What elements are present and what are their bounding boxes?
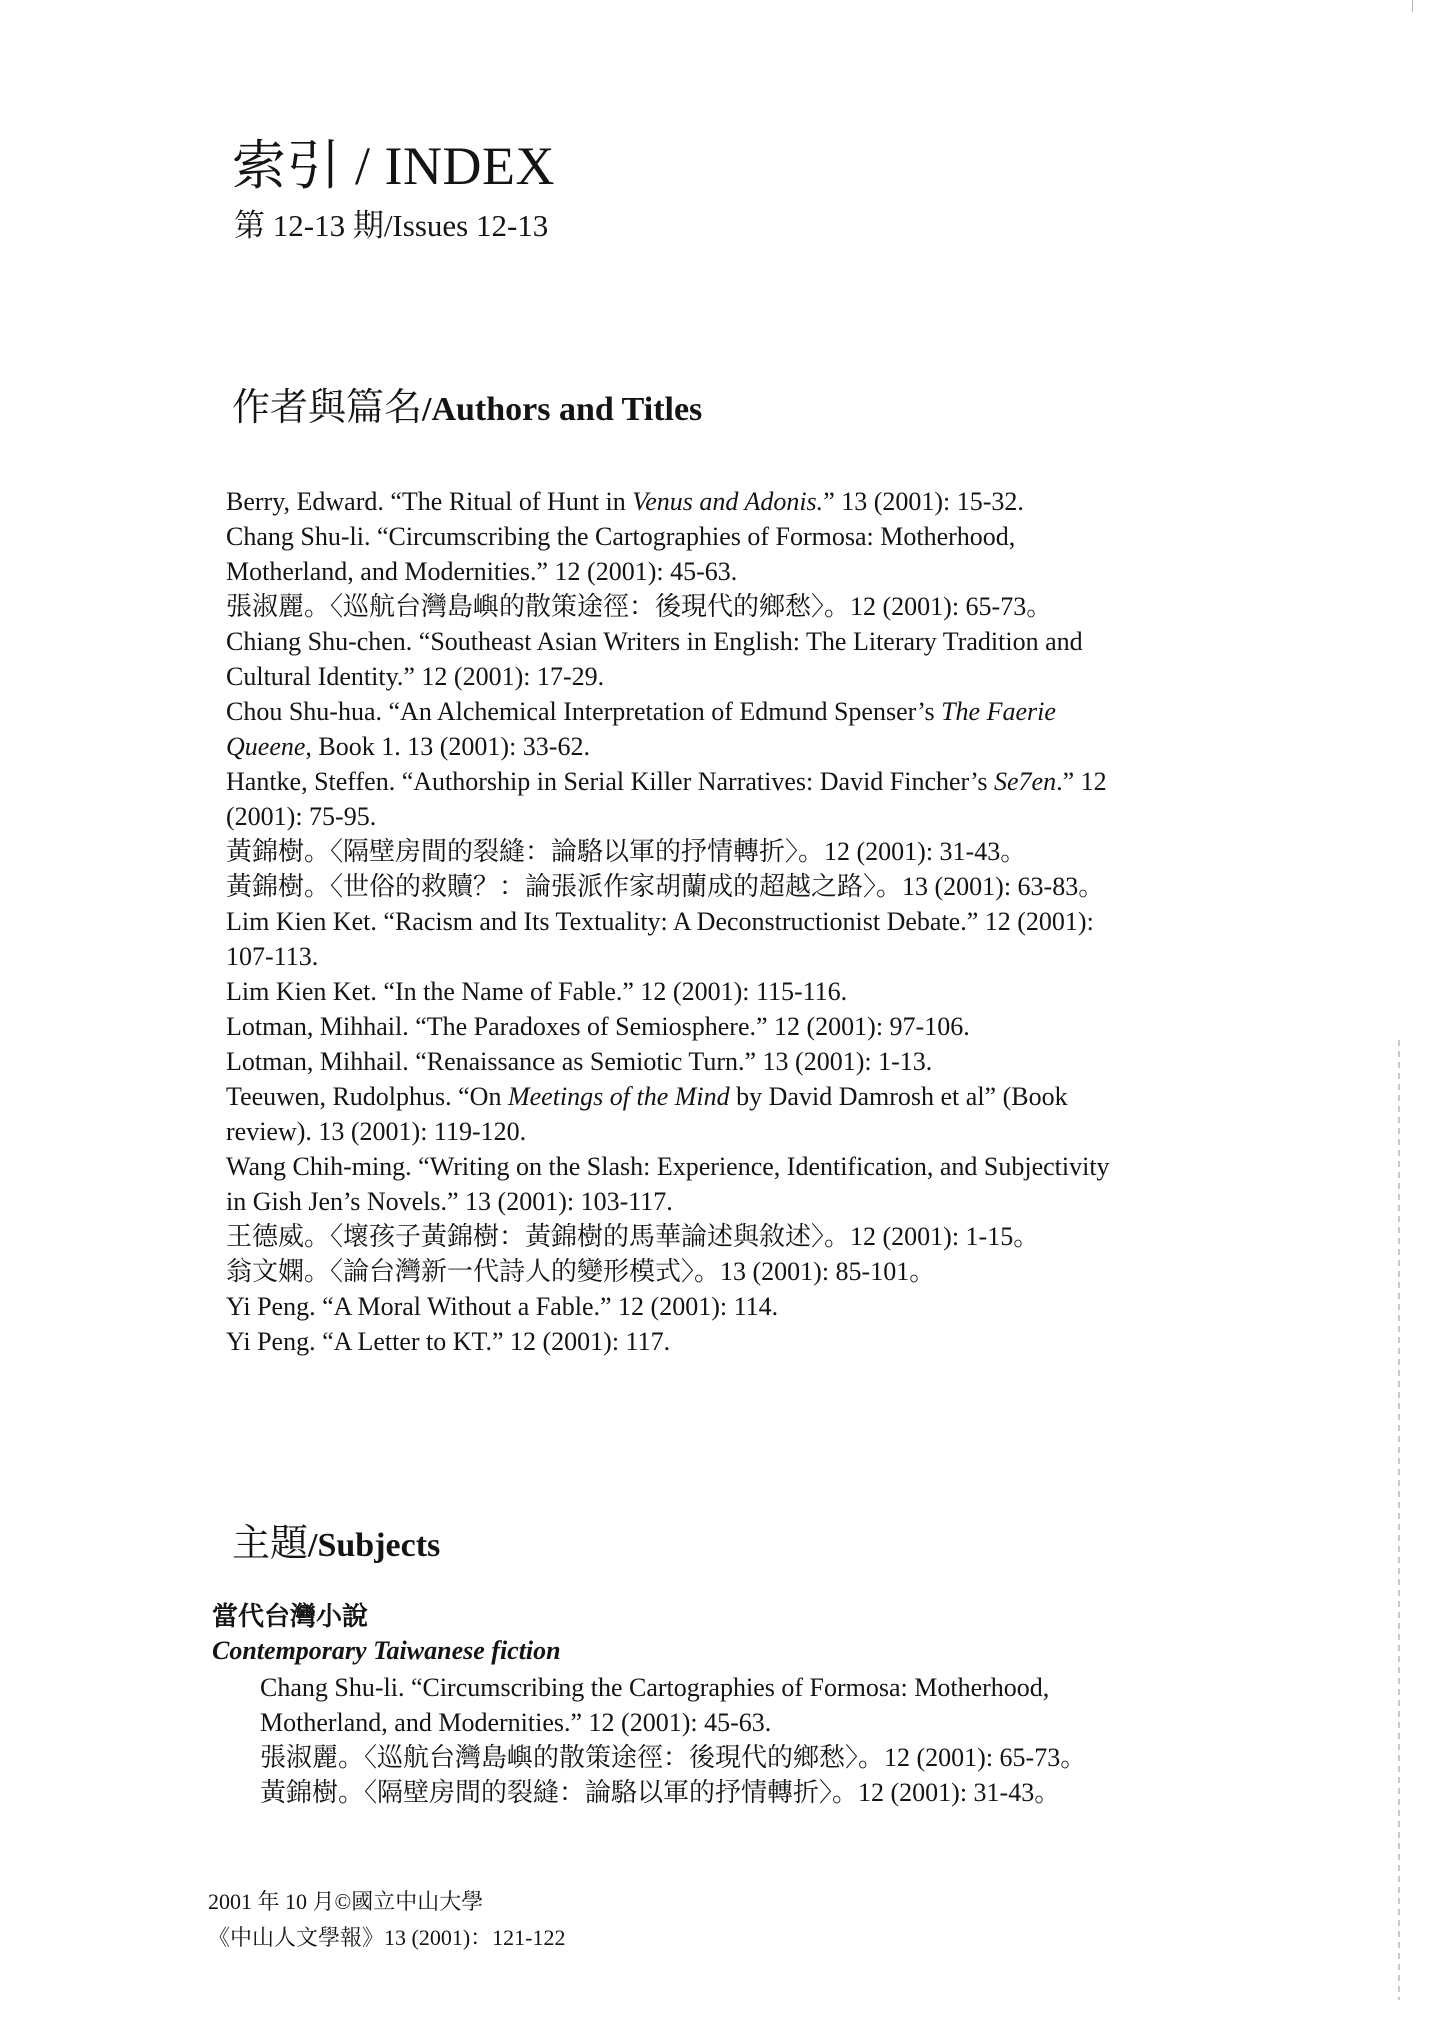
- entry-text-end: by David Damrosh et al” (Book: [729, 1082, 1068, 1111]
- index-entry: [226, 1219, 1226, 1254]
- entry-continuation: [226, 939, 1226, 974]
- entry-text: Lim Kien Ket. “Racism and Its Textuality: A Deconstructionist Debate.” 12 (2001):: [226, 907, 1094, 936]
- index-entry: [226, 1149, 1226, 1219]
- entry-continuation-text: (2001): 75-95.: [226, 802, 377, 831]
- entry-text: Chiang Shu-chen. “Southeast Asian Writers in English: The Literary Tradition and: [226, 627, 1083, 656]
- index-entry: [226, 904, 1226, 974]
- entry-continuation-text: review). 13 (2001): 119-120.: [226, 1117, 527, 1146]
- entry-text: Teeuwen, Rudolphus. “On: [226, 1082, 508, 1111]
- authors-section-heading: [232, 386, 702, 432]
- entry-text: 王德威。〈壞孩子黃錦樹：黃錦樹的馬華論述與敘述〉。12 (2001): 1-15。: [226, 1222, 1040, 1251]
- index-entry: [226, 589, 1226, 624]
- scan-mark: [1412, 0, 1413, 12]
- page-title: 索引 / INDEX: [232, 136, 555, 196]
- subject-group: [212, 1600, 1232, 1810]
- index-entry: [226, 834, 1226, 869]
- entry-continuation-text: Motherland, and Modernities.” 12 (2001): 45-63.: [226, 557, 738, 586]
- entry-continuation: [226, 799, 1226, 834]
- subject-label-en: Contemporary Taiwanese fiction: [212, 1636, 561, 1665]
- entry-continuation: [226, 554, 1226, 589]
- entry-text-end: ” 13 (2001): 15-32.: [823, 487, 1024, 516]
- index-entry: [226, 1009, 1226, 1044]
- issues-subtitle: 第 12-13 期/Issues 12-13: [234, 208, 549, 243]
- index-entry: [226, 764, 1226, 834]
- publication-footer: [208, 1884, 565, 1956]
- entry-text: 張淑麗。〈巡航台灣島嶼的散策途徑：後現代的鄉愁〉。12 (2001): 65-73。: [226, 592, 1053, 621]
- entry-text: Berry, Edward. “The Ritual of Hunt in: [226, 487, 633, 516]
- authors-heading-zh: 作者與篇名: [232, 387, 423, 429]
- footer-citation: 《中山人文學報》13 (2001)：121-122: [208, 1925, 566, 1950]
- entry-text: Wang Chih-ming. “Writing on the Slash: Experience, Identification, and Subjectivity: [226, 1152, 1110, 1181]
- subjects-heading-zh: 主題: [232, 1523, 309, 1565]
- index-entry: [226, 1289, 1226, 1324]
- entry-continuation: [260, 1705, 1232, 1740]
- entry-italic-title: Queene: [226, 732, 306, 761]
- entry-text: Yi Peng. “A Moral Without a Fable.” 12 (2001): 114.: [226, 1292, 779, 1321]
- entry-continuation: [226, 729, 1226, 764]
- index-entry: [226, 869, 1226, 904]
- index-entry: [226, 519, 1226, 589]
- entry-italic-title: Se7en: [994, 767, 1057, 796]
- subject-label-zh: 當代台灣小說: [212, 1602, 369, 1631]
- index-entry: [226, 1079, 1226, 1149]
- index-entry: [260, 1775, 1232, 1810]
- entry-text-end: .” 12: [1056, 767, 1107, 796]
- entry-text: Chang Shu-li. “Circumscribing the Cartographies of Formosa: Motherhood,: [226, 522, 1016, 551]
- entry-continuation: [226, 1114, 1226, 1149]
- index-entry: [226, 974, 1226, 1009]
- entry-text: Chang Shu-li. “Circumscribing the Cartographies of Formosa: Motherhood,: [260, 1673, 1050, 1702]
- subject-entries-list: [212, 1670, 1232, 1810]
- entry-italic-title: Venus and Adonis.: [632, 487, 824, 516]
- entry-text: 黃錦樹。〈世俗的救贖？：論張派作家胡蘭成的超越之路〉。13 (2001): 63-83。: [226, 872, 1105, 901]
- entry-italic-title: The Faerie: [941, 697, 1056, 726]
- authors-list: [226, 484, 1226, 1359]
- index-entry: [226, 484, 1226, 519]
- entry-continuation-text: Cultural Identity.” 12 (2001): 17-29.: [226, 662, 605, 691]
- index-entry: [260, 1740, 1232, 1775]
- footer-copyright: 2001 年 10 月©國立中山大學: [208, 1889, 484, 1914]
- subjects-heading-en: /Subjects: [308, 1527, 441, 1564]
- entry-text: 張淑麗。〈巡航台灣島嶼的散策途徑：後現代的鄉愁〉。12 (2001): 65-73。: [260, 1743, 1087, 1772]
- index-entry: [226, 1324, 1226, 1359]
- index-entry: [226, 624, 1226, 694]
- entry-continuation: [226, 659, 1226, 694]
- scan-edge-artifact: [1398, 1040, 1400, 2000]
- entry-text: Chou Shu-hua. “An Alchemical Interpretation of Edmund Spenser’s: [226, 697, 942, 726]
- entry-text: Hantke, Steffen. “Authorship in Serial Killer Narratives: David Fincher’s: [226, 767, 995, 796]
- entry-italic-title: Meetings of the Mind: [507, 1082, 730, 1111]
- index-entry: [260, 1670, 1232, 1740]
- entry-text: Yi Peng. “A Letter to KT.” 12 (2001): 117.: [226, 1327, 671, 1356]
- index-entry: [226, 1254, 1226, 1289]
- authors-heading-en: /Authors and Titles: [422, 391, 703, 428]
- entry-text: Lotman, Mihhail. “The Paradoxes of Semiosphere.” 12 (2001): 97-106.: [226, 1012, 970, 1041]
- entry-continuation-text: 107-113.: [226, 942, 319, 971]
- entry-continuation-text: Motherland, and Modernities.” 12 (2001): 45-63.: [260, 1708, 772, 1737]
- subjects-section-heading: [232, 1522, 440, 1568]
- entry-text: Lim Kien Ket. “In the Name of Fable.” 12 (2001): 115-116.: [226, 977, 848, 1006]
- entry-continuation: [226, 1184, 1226, 1219]
- entry-text: 黃錦樹。〈隔壁房間的裂縫：論駱以軍的抒情轉折〉。12 (2001): 31-43。: [226, 837, 1027, 866]
- entry-text: 黃錦樹。〈隔壁房間的裂縫：論駱以軍的抒情轉折〉。12 (2001): 31-43。: [260, 1778, 1061, 1807]
- index-entry: [226, 1044, 1226, 1079]
- index-entry: [226, 694, 1226, 764]
- entry-continuation-text: , Book 1. 13 (2001): 33-62.: [305, 732, 590, 761]
- entry-text: Lotman, Mihhail. “Renaissance as Semiotic Turn.” 13 (2001): 1-13.: [226, 1047, 933, 1076]
- entry-continuation-text: in Gish Jen’s Novels.” 13 (2001): 103-117.: [226, 1187, 673, 1216]
- entry-text: 翁文嫻。〈論台灣新一代詩人的變形模式〉。13 (2001): 85-101。: [226, 1257, 936, 1286]
